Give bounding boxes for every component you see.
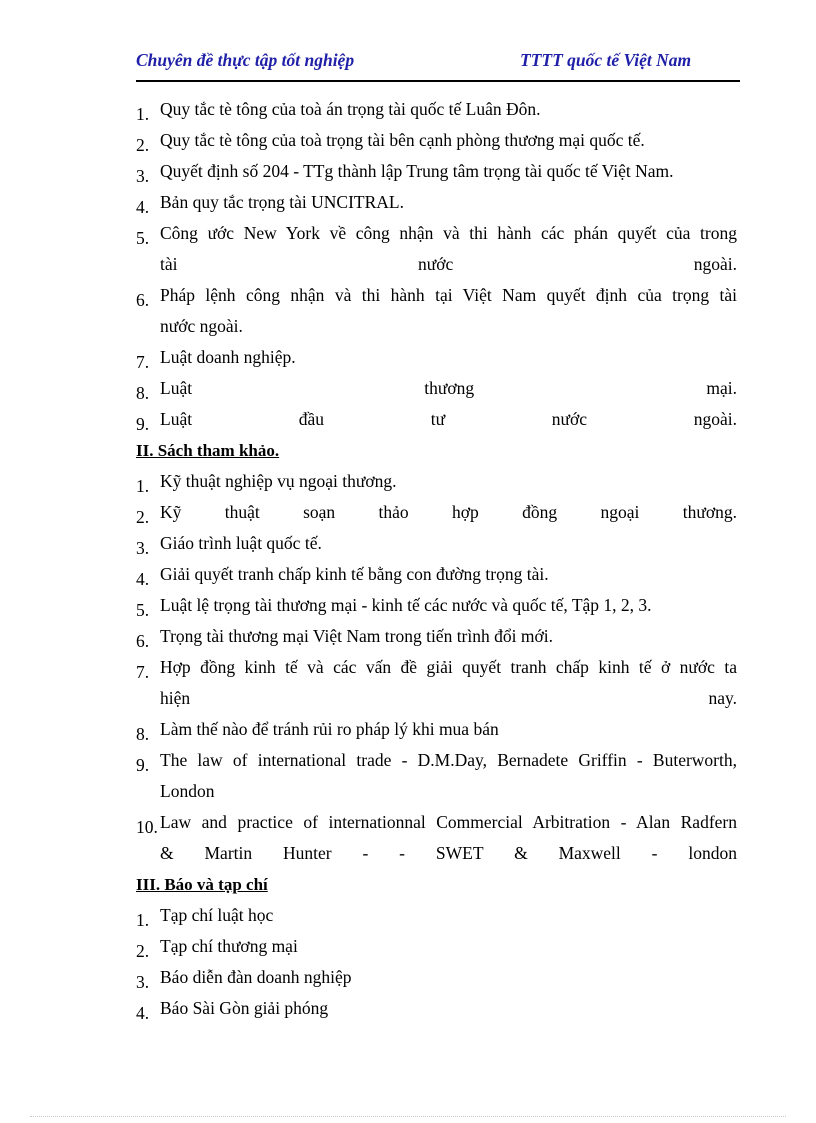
list-item-line	[136, 94, 737, 125]
list-item-line	[136, 528, 737, 559]
list-item-number: 6.	[136, 631, 150, 651]
section-heading-periodicals: III. Báo và tạp chí	[136, 875, 268, 894]
header-title-left: Chuyên đề thực tập tốt nghiệp	[136, 50, 355, 70]
list-item-text: Giáo trình luật quốc tế.	[160, 533, 322, 553]
list-item-line	[136, 125, 737, 156]
list-item-line	[136, 745, 737, 776]
list-item-number: 1.	[136, 910, 150, 930]
list-item-number: 9.	[136, 755, 150, 775]
list-item-line	[136, 838, 737, 869]
document-body	[136, 94, 737, 1024]
section-laws	[136, 94, 737, 435]
list-item-number: 10.	[136, 817, 158, 837]
list-item-line	[136, 373, 737, 404]
list-item-text: Bản quy tắc trọng tài UNCITRAL.	[160, 192, 404, 212]
list-item-line	[136, 683, 737, 714]
list-item-text: Kỹ thuật nghiệp vụ ngoại thương.	[160, 471, 397, 491]
section-heading-references: II. Sách tham khảo.	[136, 441, 280, 460]
list-item-number: 4.	[136, 1003, 150, 1023]
list-item-line	[136, 590, 737, 621]
list-item-line	[136, 342, 737, 373]
list-item-number: 8.	[136, 383, 150, 403]
list-item-number: 3.	[136, 972, 150, 992]
list-item-text: Tạp chí luật học	[160, 905, 274, 925]
header-title-right: TTTT quốc tế Việt Nam	[520, 50, 692, 70]
list-item-text: hiện nay.	[160, 688, 737, 708]
list-item-text: Trọng tài thương mại Việt Nam trong tiến trình đổi mới.	[160, 626, 553, 646]
list-item-line	[136, 311, 737, 342]
list-item-text: Giải quyết tranh chấp kinh tế bằng con đường trọng tài.	[160, 564, 549, 584]
list-item-text: Luật thương mại.	[160, 378, 737, 398]
list-item-line	[136, 900, 737, 931]
section-periodicals	[136, 900, 737, 1024]
list-item-text: Law and practice of internationnal Commercial Arbitration - Alan Radfern	[160, 812, 737, 832]
list-item-number: 5.	[136, 228, 150, 248]
list-item-text: nước ngoài.	[160, 316, 243, 336]
list-item-text: Luật doanh nghiệp.	[160, 347, 296, 367]
list-item-line	[136, 156, 737, 187]
list-item-number: 1.	[136, 476, 150, 496]
header-rule	[136, 80, 740, 82]
list-item-number: 4.	[136, 197, 150, 217]
list-item-line	[136, 497, 737, 528]
list-item-text: Công ước New York về công nhận và thi hành các phán quyết của trong	[160, 223, 737, 243]
list-item-line	[136, 404, 737, 435]
list-item-number: 7.	[136, 662, 150, 682]
list-item-text: Quyết định số 204 - TTg thành lập Trung tâm trọng tài quốc tế Việt Nam.	[160, 161, 674, 181]
list-item-number: 9.	[136, 414, 150, 434]
list-item-text: London	[160, 781, 215, 801]
list-item-line	[136, 187, 737, 218]
list-item-line	[136, 776, 737, 807]
list-item-text: Quy tắc tè tông của toà án trọng tài quốc tế Luân Đôn.	[160, 99, 541, 119]
list-item-number: 1.	[136, 104, 150, 124]
list-item-text: Tạp chí thương mại	[160, 936, 298, 956]
list-item-text: Hợp đồng kinh tế và các vấn đề giải quyết tranh chấp kinh tế ở nước ta	[160, 657, 737, 677]
list-item-line	[136, 249, 737, 280]
list-item-line	[136, 559, 737, 590]
list-item-text: Làm thế nào để tránh rủi ro pháp lý khi mua bán	[160, 719, 499, 739]
list-item-line	[136, 652, 737, 683]
list-item-text: Kỹ thuật soạn thảo hợp đồng ngoại thương.	[160, 502, 737, 522]
list-item-number: 2.	[136, 507, 150, 527]
list-item-text: Báo Sài Gòn giải phóng	[160, 998, 329, 1018]
list-item-line	[136, 931, 737, 962]
list-item-text: The law of international trade - D.M.Day, Bernadete Griffin - Buterworth,	[160, 750, 737, 770]
list-item-number: 3.	[136, 538, 150, 558]
list-item-text: & Martin Hunter - - SWET & Maxwell - london	[160, 843, 737, 863]
list-item-line	[136, 280, 737, 311]
list-item-line	[136, 621, 737, 652]
list-item-text: Luật lệ trọng tài thương mại - kinh tế các nước và quốc tế, Tập 1, 2, 3.	[160, 595, 652, 615]
list-item-number: 6.	[136, 290, 150, 310]
list-item-number: 7.	[136, 352, 150, 372]
list-item-line	[136, 807, 737, 838]
page-bottom-divider	[30, 1116, 786, 1117]
list-item-text: Luật đầu tư nước ngoài.	[160, 409, 737, 429]
list-item-line	[136, 993, 737, 1024]
list-item-text: Pháp lệnh công nhận và thi hành tại Việt Nam quyết định của trọng tài	[160, 285, 737, 305]
list-item-number: 5.	[136, 600, 150, 620]
list-item-number: 4.	[136, 569, 150, 589]
list-item-number: 8.	[136, 724, 150, 744]
list-item-line	[136, 714, 737, 745]
list-item-line	[136, 962, 737, 993]
list-item-number: 2.	[136, 941, 150, 961]
section-references	[136, 466, 737, 869]
list-item-number: 2.	[136, 135, 150, 155]
list-item-text: Báo diễn đàn doanh nghiệp	[160, 967, 352, 987]
list-item-text: Quy tắc tè tông của toà trọng tài bên cạnh phòng thương mại quốc tế.	[160, 130, 645, 150]
page-header	[136, 48, 740, 74]
list-item-line	[136, 466, 737, 497]
list-item-line	[136, 218, 737, 249]
list-item-number: 3.	[136, 166, 150, 186]
list-item-text: tài nước ngoài.	[160, 254, 737, 274]
